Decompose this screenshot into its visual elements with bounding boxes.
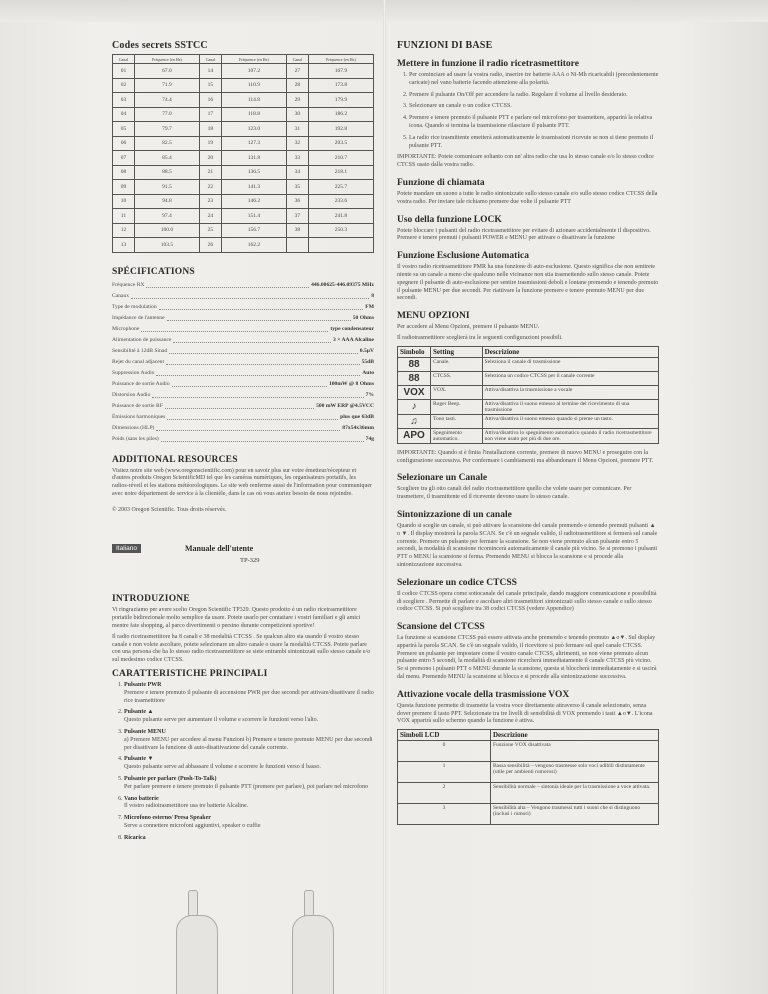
feature-title: Pulsante ▼ [124, 756, 154, 763]
codes-cell: 210.7 [308, 151, 373, 166]
spec-list [112, 280, 374, 445]
spec-value: 500 mW ERP @4.5VCC [316, 402, 374, 409]
feature-item [124, 709, 374, 725]
vox-table [397, 729, 659, 825]
codes-cell: 100.0 [134, 223, 199, 238]
feature-item [124, 796, 374, 812]
codes-cell: 32 [286, 136, 308, 151]
select-ctcss-text: Il codice CTCSS opera come sottocanale del canale principale, dando maggiore comunicazione e possibilità di scegliere . Permette di parlare e ascoltare altri trasmettitori sintonizzati sullo stesso canale e sullo stesso codice CTCSS. Si può scegliere tra 38 codici CTCSS (vedere Appendice) [397, 590, 657, 613]
codes-cell: 71.9 [134, 78, 199, 93]
codes-cell: 74.4 [134, 93, 199, 108]
intro-paragraph-2: Il radio ricetrasmettitore ha 8 canali e 38 modalità CTCSS . Se qualcun altro sta usando il vostro stesso canale e non volete ascoltare, potete selezionare un altro canale o usare la modalità CTCSS. Potete parlare con una persona che ha lo stesso radio ricetrasmettitore se siete entrambi sintonizzati sullo stesso canale e/o sul medesimo codice CTCSS. [112, 633, 371, 664]
codes-cell: 12 [113, 223, 135, 238]
spec-row [112, 423, 374, 434]
menu-symbol: VOX [398, 385, 431, 399]
feature-item [124, 815, 374, 831]
codes-cell: 07 [113, 151, 135, 166]
menu-setting: Canale. [431, 357, 483, 371]
spec-value: 50 Ohms [352, 314, 374, 321]
menu-description: Attiva/disattiva lo spegnimento automatico quando il radio ricetrasmettitore non viene usato per più di due ore. [482, 428, 658, 443]
operate-subtitle: Mettere in funzione il radio ricetrasmettitore [397, 59, 579, 69]
spec-label: Rejet du canal adjacent [112, 358, 165, 365]
resources-text: Visitez notre site web (www.oregonscientific.com) pour en savoir plus sur votre émetteur/récepteur et d'autres produits Oregon ScientificMD tel que les caméras numériques, les organisateurs portatifs, les radios-réveil et les stations météorologiques. Le site web renferme aussi de l'information pour communiquer avec notre département de service à la clientèle, dans le cas où vous auriez besoin de nous rejoindre. [112, 467, 373, 497]
spec-leader [161, 434, 364, 442]
menu-symbol: 88 [398, 357, 431, 371]
codes-cell: 85.4 [134, 151, 199, 166]
codes-cell: 05 [113, 122, 135, 137]
codes-cell: 233.6 [308, 194, 373, 209]
scan-channel-title: Sintonizzazione di un canale [397, 509, 512, 520]
codes-cell: 15 [199, 78, 221, 93]
codes-cell: 107.2 [221, 64, 286, 79]
codes-cell: 14 [199, 64, 221, 79]
vox-description: Funzione VOX disattivata [491, 741, 659, 762]
menu-text-2: Il radiotrasmettitore sceglierà tra le seguenti configurazioni possibili. [397, 334, 563, 341]
spec-leader [169, 346, 358, 354]
codes-cell: 28 [286, 78, 308, 93]
codes-row [113, 136, 374, 151]
menu-row [398, 399, 659, 414]
spec-row [112, 379, 374, 390]
codes-cell: 21 [199, 165, 221, 180]
spec-row [112, 412, 374, 423]
codes-row [113, 238, 374, 253]
codes-cell: 225.7 [308, 180, 373, 195]
menu-setting: CTCSS. [431, 371, 483, 385]
spec-row [112, 280, 374, 291]
codes-row [113, 122, 374, 137]
auto-squelch-text: Il vostro radio ricetrasmettitore PMR ha una funzione di auto-esclusione. Questo significa che non sentirete niente su un canale a meno che qualcuno nelle vicinanze non stia trasmettendo sullo stesso canale. Potete spegnere il pulsante di auto-esclusione per sentire trasmissioni deboli e lontane premendo e tenendo premuto il pulsante MENU per due secondi. Per riattivare la funzione premere e tenere premuto MENU per due secondi. [397, 264, 659, 302]
spec-label: Émissions harmoniques [112, 413, 166, 420]
spec-row [112, 335, 374, 346]
feature-text: Questo pulsante serve per aumentare il volume e scorrere le funzioni verso l'alto. [124, 717, 319, 724]
scan-ctcss-title: Scansione del CTCSS [397, 622, 485, 633]
select-channel-text: Scegliere tra gli otto canali del radio ricetrasmettitore quello che volete usare per comunicare. Per trasmettere, il trasmittente ed il ricevente devono usare lo stesso canale. [397, 486, 632, 501]
feature-item [124, 729, 374, 752]
codes-cell: 37 [286, 209, 308, 224]
feature-title: Ricarica [124, 834, 146, 841]
codes-header-cell: Canal [113, 55, 135, 64]
left-column [112, 40, 374, 847]
spec-leader [156, 368, 360, 376]
call-text: Potete mandare un suono a tutte le radio sintonizzate sullo stesso canale e/o sullo stesso codice CTCSS della vostra radio. Per inviare tale richiamo premere due volte il pulsante PTT [397, 190, 658, 205]
codes-cell: 114.8 [221, 93, 286, 108]
auto-squelch-title: Funzione Esclusione Automatica [397, 251, 529, 262]
menu-options-table [397, 346, 659, 444]
spec-label: Microphone [112, 325, 140, 332]
codes-cell: 16 [199, 93, 221, 108]
spec-leader [173, 335, 331, 343]
select-channel-title: Selezionare un Canale [397, 473, 488, 484]
spec-label: Sensibilité à 12dB Sinad [112, 347, 168, 354]
vox-description: Sensibilità alta – Vengono trasmessi tutti i suoni che si distinguono (inclusi i rumori) [491, 804, 659, 825]
manual-header [112, 544, 374, 553]
codes-cell: 79.7 [134, 122, 199, 137]
codes-row [113, 180, 374, 195]
step-item: 5. La radio rice trasmittente emetterà automaticamente le trasmissioni ricevute se non si tiene premuto il pulsante PTT. [409, 135, 659, 151]
feature-title: Vano batterie [124, 795, 159, 802]
spec-row [112, 302, 374, 313]
vox-symbol: 2 [398, 783, 491, 804]
intro-title: INTRODUZIONE [112, 594, 190, 605]
codes-cell: 13 [113, 238, 135, 253]
codes-cell: 146.2 [221, 194, 286, 209]
menu-setting: Tono tasti. [431, 414, 483, 428]
feature-title: Pulsante ▲ [124, 709, 154, 716]
spec-row [112, 368, 374, 379]
spec-row [112, 434, 374, 445]
basic-functions-title: FUNZIONI DI BASE [397, 40, 493, 51]
codes-cell: 241.8 [308, 209, 373, 224]
menu-symbol: ♫ [398, 414, 431, 428]
feature-text: a) Premere MENU per accedere al menu Funzioni b) Premere e tenere premuto MENU per due secondi per disattivare la funzione di auto-disattivazione del canale corrente. [124, 736, 373, 751]
codes-cell: 151.4 [221, 209, 286, 224]
spec-value: 87x54x36mm [342, 424, 374, 431]
codes-cell: 08 [113, 165, 135, 180]
spec-leader [167, 313, 351, 321]
codes-header-cell: Fréquence (en Hz) [221, 55, 286, 64]
feature-text: Serve a connettere microfoni aggiuntivi, speaker o cuffie [124, 823, 261, 830]
language-badge: Italiano [112, 544, 141, 553]
scan-ctcss-text: La funzione si scansione CTCSS può essere attivata anche premendo e tenendo premuto ▲o▼. Sul display apparirà la parola SCAN. Se c'è un segnale valido, il ricevitore si può fermare sul quel canale CTCSS. Premere un pulsante per impostare come il vostro canale CTCSS, altrimenti, se non viene premuto alcun pulsante entro 5 secondi, la modalità di scansione ricercherà immediatamente il canale CTCSS più vicino. Se si premono i pulsanti PTT o MENU durante la scansione, questa si bloccherà immediatamente e si uscirà dal menu. Premendo MENU la scansione si blocca e si procede alla sintonizzazione successiva. [397, 635, 657, 681]
vox-row [398, 741, 659, 762]
spec-label: Distorsion Audio [112, 391, 151, 398]
spec-row [112, 313, 374, 324]
spec-value: 446.00625-446.09375 MHz [311, 281, 374, 288]
codes-cell: 31 [286, 122, 308, 137]
spec-label: Alimentation de puissance [112, 336, 172, 343]
spec-label: Fréquence RX [112, 281, 145, 288]
feature-title: Pulsante PWR [124, 682, 162, 689]
codes-cell: 02 [113, 78, 135, 93]
spec-value: FM [365, 303, 374, 310]
feature-item [124, 756, 374, 772]
menu-symbol: APO [398, 428, 431, 443]
codes-row [113, 93, 374, 108]
codes-cell: 36 [286, 194, 308, 209]
codes-cell: 17 [199, 107, 221, 122]
codes-cell: 162.2 [221, 238, 286, 253]
spec-leader [131, 291, 369, 299]
codes-cell: 203.5 [308, 136, 373, 151]
vox-header-cell: Descrizione [491, 730, 659, 741]
codes-row [113, 78, 374, 93]
intro-paragraph-1: Vi ringraziamo per avere scelto Oregon Scientific TP329. Questo prodotto è un radio ricetrasmettitore portatile bidirezionale molto semplice da usare. Potete usarlo per contattare i vostri familiari e gli amici mentre fate shopping, al parco divertimenti o persino durante competizioni sportive! [112, 607, 361, 630]
menu-description: Attiva/disattiva il suono emesso al termine del ricevimento di una trasmissione [482, 399, 658, 414]
menu-row [398, 414, 659, 428]
lock-title: Uso della funzione LOCK [397, 214, 502, 225]
spec-value: 8 [371, 292, 374, 299]
feature-item [124, 835, 374, 843]
spec-value: 7% [365, 391, 374, 398]
feature-text: Il vostro radiotrasmettitore usa tre batterie Alcaline. [124, 803, 249, 810]
menu-setting: Roger Beep. [431, 399, 483, 414]
step-item: 3. Selezionare un canale o un codice CTCSS. [409, 103, 659, 111]
spec-value: Auto [362, 369, 374, 376]
codes-cell: 97.4 [134, 209, 199, 224]
codes-row [113, 151, 374, 166]
codes-cell: 23 [199, 194, 221, 209]
codes-cell: 77.0 [134, 107, 199, 122]
select-ctcss-title: Selezionare un codice CTCSS [397, 577, 517, 588]
codes-header-cell: Fréquence (en Hz) [308, 55, 373, 64]
radio-illustration-left [176, 915, 218, 994]
codes-row [113, 194, 374, 209]
codes-cell: 20 [199, 151, 221, 166]
spec-row [112, 390, 374, 401]
spec-row [112, 346, 374, 357]
codes-cell: 173.8 [308, 78, 373, 93]
feature-title: Pulsante MENU [124, 729, 166, 736]
menu-description: Attiva/disattiva la trasmissione a vocale [482, 385, 658, 399]
codes-cell [308, 238, 373, 253]
manual-title: Manuale dell'utente [184, 544, 254, 554]
codes-row [113, 165, 374, 180]
codes-cell: 10 [113, 194, 135, 209]
spec-row [112, 401, 374, 412]
codes-cell: 11 [113, 209, 135, 224]
right-column [397, 40, 659, 825]
codes-cell: 127.3 [221, 136, 286, 151]
codes-cell: 67.0 [134, 64, 199, 79]
codes-cell: 34 [286, 165, 308, 180]
codes-cell: 186.2 [308, 107, 373, 122]
codes-table [112, 54, 374, 253]
spec-value: 3 × AAA Alcaline [333, 336, 374, 343]
spec-leader [152, 390, 363, 398]
feature-title: Pulsante per parlare (Push-To-Talk) [124, 776, 217, 783]
spec-label: Canaux [112, 292, 130, 299]
features-title: CARATTERISTICHE PRINCIPALI [112, 669, 268, 680]
feature-item [124, 682, 374, 705]
vox-symbol: 1 [398, 762, 491, 783]
menu-header-cell: Setting [431, 346, 483, 357]
codes-row [113, 223, 374, 238]
spec-label: Suppression Audio [112, 369, 155, 376]
vox-symbol: 3 [398, 804, 491, 825]
menu-setting: Spegnimento automatico. [431, 428, 483, 443]
spec-value: plus que 63dB [340, 413, 374, 420]
spec-leader [172, 379, 327, 387]
spec-label: Type de modulation [112, 303, 157, 310]
spec-label: Impédance de l'antenne [112, 314, 165, 321]
codes-cell: 167.9 [308, 64, 373, 79]
feature-item [124, 776, 374, 792]
codes-cell [286, 238, 308, 253]
spec-value: type condensateur [330, 325, 374, 332]
model-number: TP-329 [240, 557, 260, 565]
codes-cell: 33 [286, 151, 308, 166]
codes-cell: 94.8 [134, 194, 199, 209]
menu-description: Seleziona il canale di trasmissione [482, 357, 658, 371]
call-title: Funzione di chiamata [397, 177, 485, 188]
spec-label: Puissance de sortie Audio [112, 380, 170, 387]
vox-header-cell: Simboli LCD [398, 730, 491, 741]
codes-cell: 103.5 [134, 238, 199, 253]
vox-description: Sensibilità normale – sintonia ideale per la trasmissione a voce attivata. [491, 783, 659, 804]
codes-cell: 91.5 [134, 180, 199, 195]
features-list [112, 682, 374, 843]
menu-header-cell: Simbolo [398, 346, 431, 357]
menu-row [398, 428, 659, 443]
menu-setting: VOX. [431, 385, 483, 399]
menu-symbol: ♪ [398, 399, 431, 414]
codes-cell: 24 [199, 209, 221, 224]
steps-list [397, 72, 659, 150]
spec-label: Puissance de sortie RF [112, 402, 163, 409]
codes-cell: 06 [113, 136, 135, 151]
codes-cell: 218.1 [308, 165, 373, 180]
codes-cell: 26 [199, 238, 221, 253]
codes-cell: 38 [286, 223, 308, 238]
codes-cell: 88.5 [134, 165, 199, 180]
codes-row [113, 64, 374, 79]
step-item: 4. Premere e tenere premuto il pulsante PTT e parlare nel microfono per trasmettere, apparirà la relativa icona. Quando si termina la trasmissione rilasciare il pulsante PTT. [409, 115, 659, 131]
codes-cell: 192.8 [308, 122, 373, 137]
feature-text: Questo pulsante serve ad abbassare il volume e scorrere le funzioni verso il basso. [124, 764, 321, 771]
vox-symbol: 0 [398, 741, 491, 762]
menu-header-cell: Descrizione [482, 346, 658, 357]
spec-value: 55dB [361, 358, 374, 365]
menu-description: Seleziona un codice CTCSS per il canale corrente [482, 371, 658, 385]
codes-cell: 09 [113, 180, 135, 195]
codes-cell: 141.3 [221, 180, 286, 195]
important-note-1: IMPORTANTE: Potete comunicare soltanto con un' altra radio che usa lo stesso canale e/o lo stesso codice CTCSS usato dalla vostra radio. [397, 154, 654, 169]
codes-title: Codes secrets SSTCC [112, 40, 208, 51]
menu-row [398, 357, 659, 371]
codes-cell: 03 [113, 93, 135, 108]
codes-cell: 250.3 [308, 223, 373, 238]
radio-illustration-right [292, 915, 334, 994]
spec-label: Poids (sans les piles) [112, 435, 159, 442]
codes-cell: 123.0 [221, 122, 286, 137]
vox-text: Questa funzione permette di trasmette la vostra voce direttamente attraverso il canale selezionato, senza dover premere il tasto PPT. Selezionate tra tre livelli di sensibilità di VOX premendo i tasti ▲o▼. L'icona VOX apparirà sullo schermo quando la funzione è attiva. [397, 702, 653, 725]
feature-text: Premere e tenere premuto il pulsante di accensione PWR per due secondi per attivare/disattivare il radio rice trasmettitore [124, 689, 374, 704]
codes-cell: 30 [286, 107, 308, 122]
codes-cell: 19 [199, 136, 221, 151]
spec-leader [165, 401, 314, 409]
codes-cell: 04 [113, 107, 135, 122]
step-item: 1. Per cominciare ad usare la vostra radio, inserire tre batterie AAA o Ni-Mh ricaricabili (precedentemente caricate) nel vano batterie facendo attenzione alla polarità. [409, 72, 659, 88]
codes-cell: 110.9 [221, 78, 286, 93]
menu-description: Attiva/disattiva il suono emesso quando si preme un tasto. [482, 414, 658, 428]
spec-label: Dimensions (HLP) [112, 424, 155, 431]
step-item: 2. Premere il pulsante On/Off per accendere la radio. Regolare il volume al livello desiderato. [409, 92, 659, 100]
codes-cell: 18 [199, 122, 221, 137]
codes-header-cell: Canal [199, 55, 221, 64]
copyright: © 2003 Oregon Scientific. Tous droits réservés. [112, 506, 227, 513]
codes-cell: 156.7 [221, 223, 286, 238]
codes-cell: 29 [286, 93, 308, 108]
vox-row [398, 783, 659, 804]
codes-cell: 35 [286, 180, 308, 195]
spec-leader [156, 423, 340, 431]
vox-row [398, 804, 659, 825]
codes-row [113, 209, 374, 224]
scan-channel-text: Quando si sceglie un canale, si può attivare la scansione del canale premendo e tenendo premuti pulsanti ▲ o ▼. Il display mostrerà la parola SCAN. Se c'è un segnale valido, il radiotrasmettitore si fermerà sul canale corrente. Premere un pulsante per fermare la scansione. Se non viene premuto alcun pulsante entro 5 secondi, la modalità di scansione ricomincerà automaticamente il canale più vicino. Se si premono i pulsanti PTT o MENU la scansione si ferma. Premendo MENU si blocca la scansione e si procede alla sintonizzazione successiva. [397, 522, 658, 568]
codes-row [113, 107, 374, 122]
spec-title: SPÉCIFICATIONS [112, 266, 195, 277]
spec-value: 74g [365, 435, 374, 442]
important-note-2: IMPORTANTE: Quando si è finita l'installazione corrente, premere di nuovo MENU e proseguire con la configurazione successiva. Per confermare i cambiamenti ma abbandonare il Menu Opzioni, premere PTT. [397, 449, 654, 464]
spec-leader [167, 412, 338, 420]
feature-title: Microfono esterno/ Presa Speaker [124, 815, 211, 822]
spec-value: 100mW @ 8 Ohms [328, 380, 374, 387]
lock-text: Potete bloccare i pulsanti del radio ricetrasmettitore per evitare di azionare accidentalmente il dispositivo. Premere e tenere premuti i pulsanti POWER e MENU per attivare o disattivare la funzione [397, 227, 651, 242]
codes-cell: 118.8 [221, 107, 286, 122]
spec-leader [159, 302, 364, 310]
spec-row [112, 291, 374, 302]
spec-leader [166, 357, 360, 365]
vox-title: Attivazione vocale della trasmissione VOX [397, 689, 570, 700]
page-fold [383, 0, 386, 994]
menu-options-title: MENU OPZIONI [397, 311, 470, 322]
menu-text-1: Per accedere al Menu Opzioni, premere il pulsante MENU. [397, 324, 540, 331]
codes-cell: 131.8 [221, 151, 286, 166]
codes-header-cell: Fréquence (en Hz) [134, 55, 199, 64]
vox-description: Bassa sensibilità – vengono trasmesse solo voci udibili distintamente (utile per ambienti rumorosi) [491, 762, 659, 783]
spec-value: 0.5μV [359, 347, 374, 354]
codes-cell: 82.5 [134, 136, 199, 151]
menu-row [398, 385, 659, 399]
codes-cell: 22 [199, 180, 221, 195]
codes-cell: 136.5 [221, 165, 286, 180]
resources-title: ADDITIONAL RESOURCES [112, 454, 238, 465]
spec-leader [146, 280, 309, 288]
codes-cell: 27 [286, 64, 308, 79]
menu-symbol: 88 [398, 371, 431, 385]
spec-row [112, 324, 374, 335]
codes-cell: 25 [199, 223, 221, 238]
codes-cell: 01 [113, 64, 135, 79]
spec-row [112, 357, 374, 368]
codes-cell: 179.9 [308, 93, 373, 108]
spec-leader [141, 324, 328, 332]
codes-header-cell: Canal [286, 55, 308, 64]
vox-row [398, 762, 659, 783]
feature-text: Per parlare premere e tenere premuto il pulsante PTT (premere per parlare), poi parlare nel microfono [124, 783, 369, 790]
menu-row [398, 371, 659, 385]
